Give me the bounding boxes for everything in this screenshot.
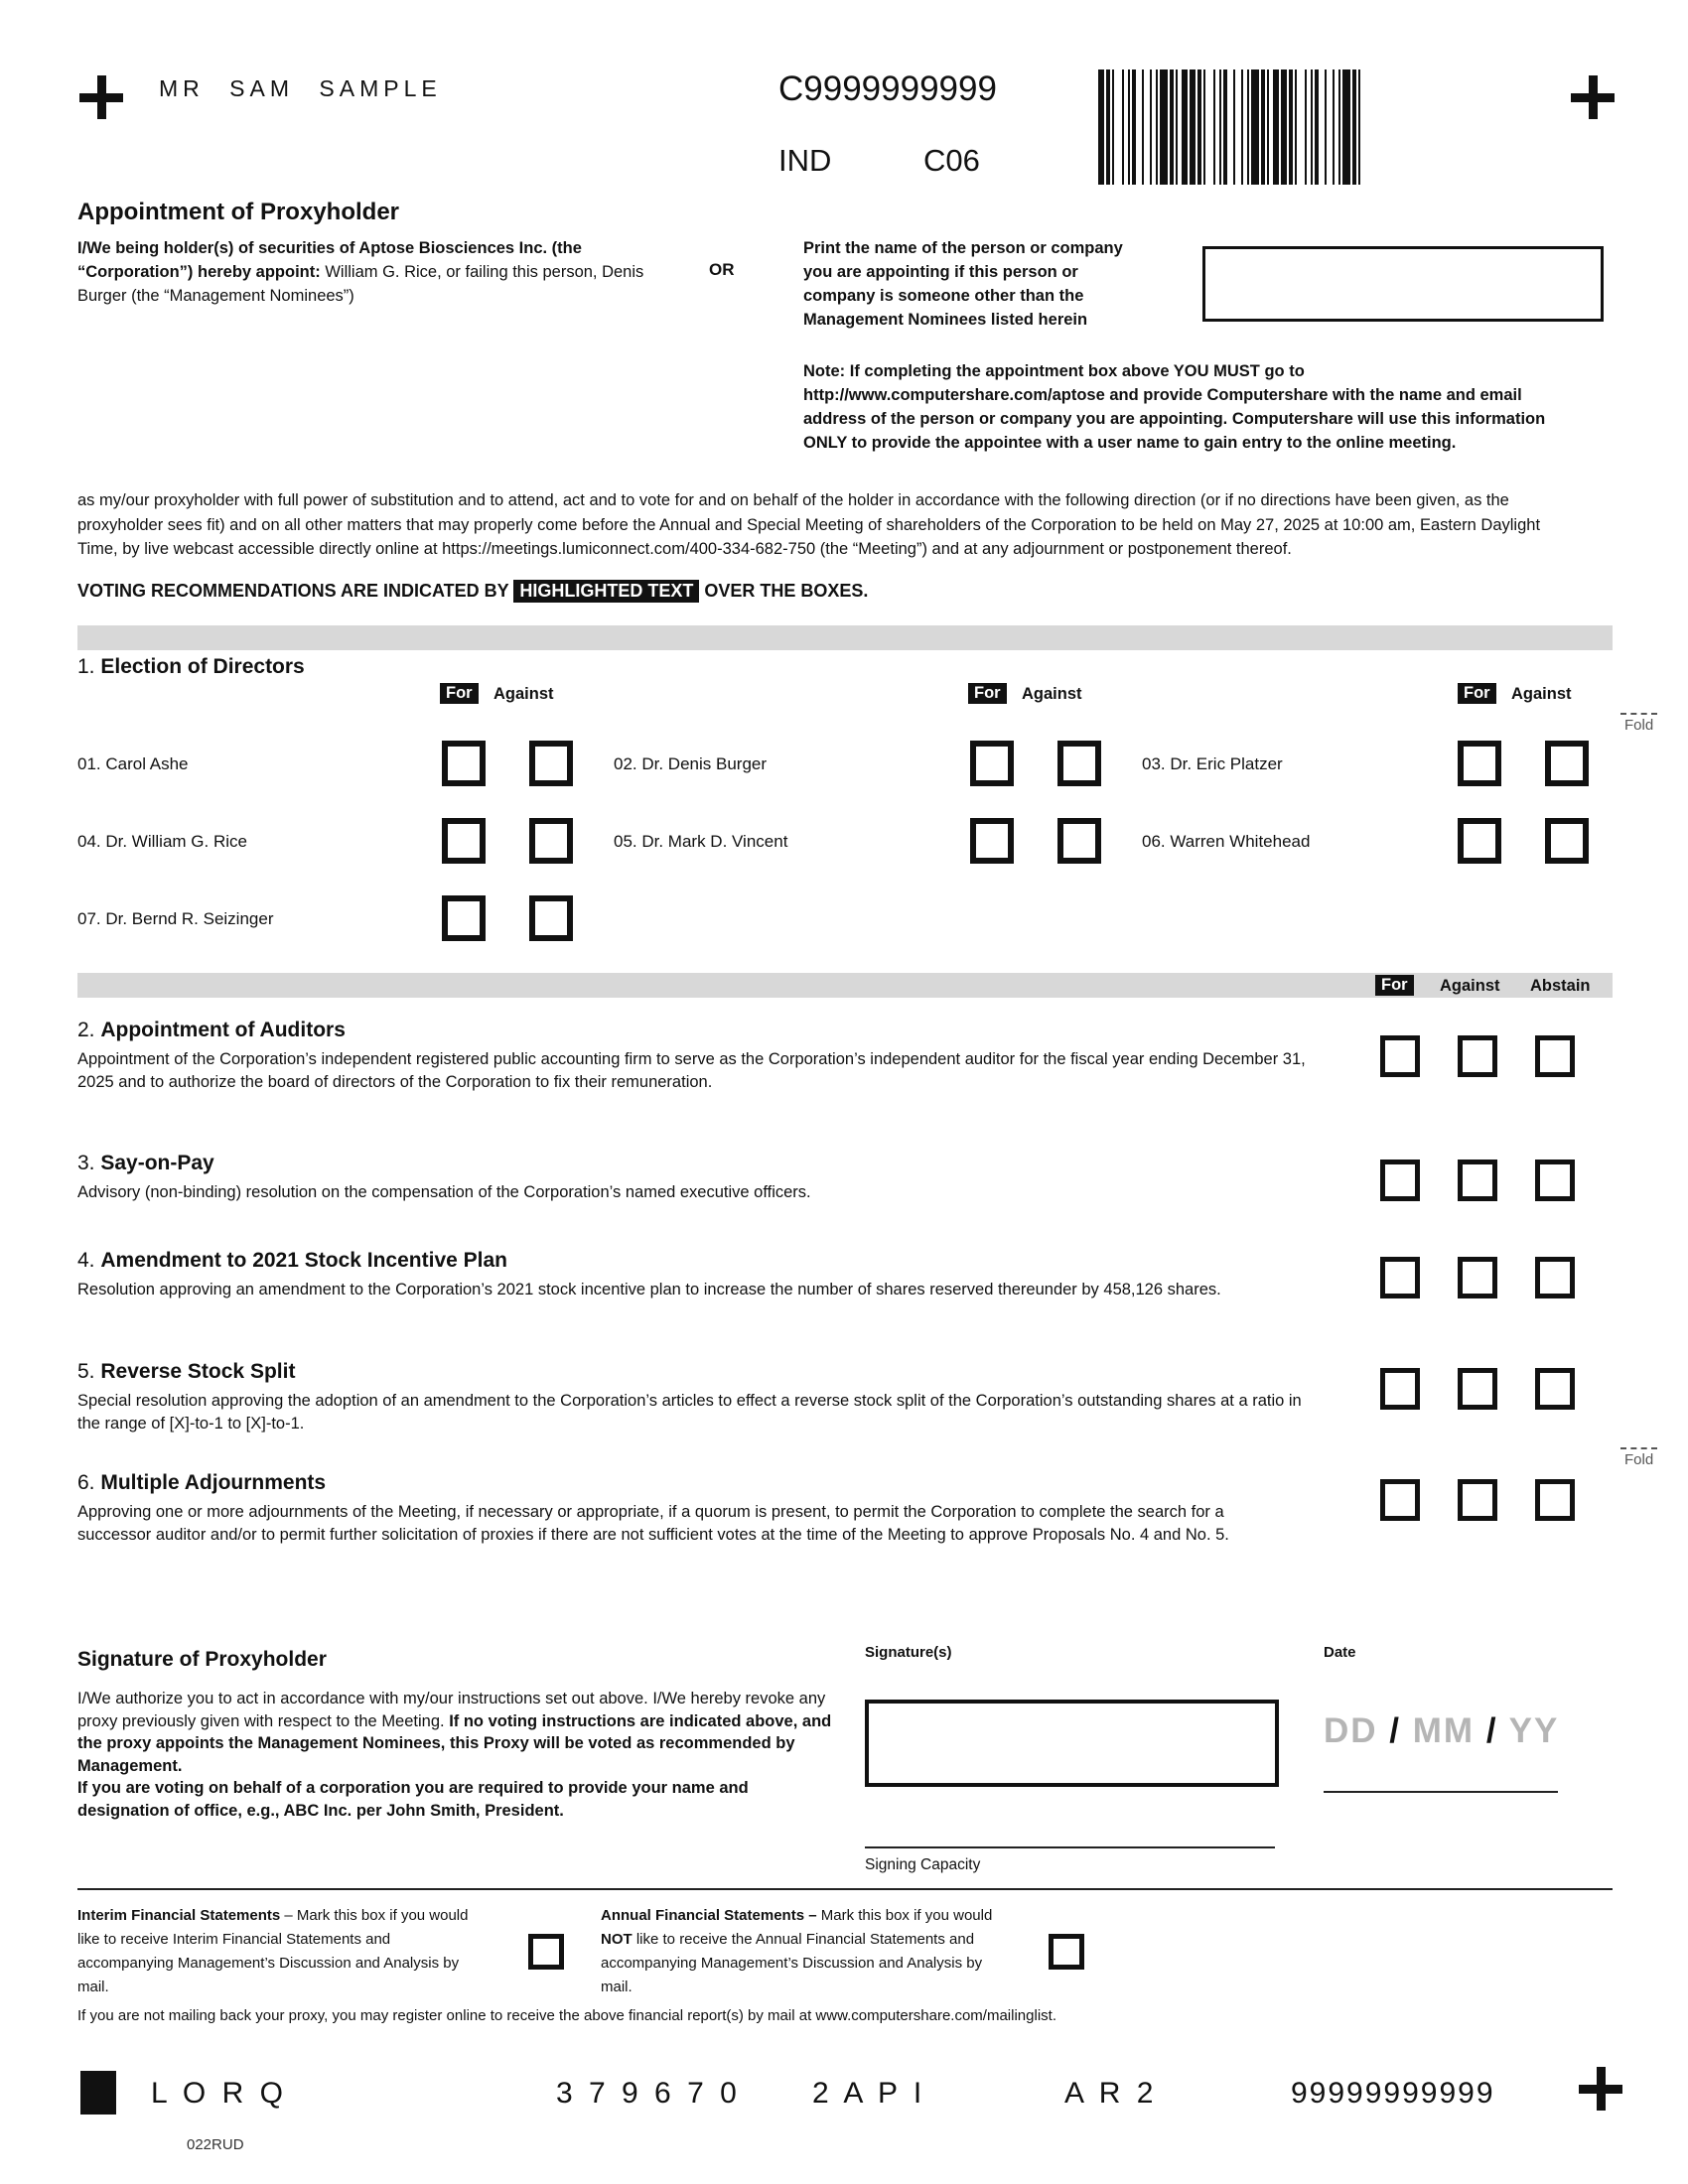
director-name-06: 06. Warren Whitehead <box>1142 832 1311 851</box>
election-number: 1. <box>77 655 95 678</box>
director-name-02: 02. Dr. Denis Burger <box>614 754 768 773</box>
date-mm-placeholder[interactable]: MM <box>1412 1711 1476 1750</box>
election-title: Election of Directors <box>100 655 305 678</box>
proposal-6-title: Multiple Adjournments <box>100 1471 327 1494</box>
for-column-header-3: For <box>1458 683 1496 704</box>
interim-statements-text <box>77 1904 469 1999</box>
signing-capacity-label: Signing Capacity <box>865 1856 981 1873</box>
proposal-3-abstain-checkbox[interactable] <box>1535 1160 1575 1201</box>
director-04-for-checkbox[interactable] <box>442 818 486 864</box>
appointment-intro-regular: William G. Rice, or failing this person, Denis Burger (the “Management Nominees”) <box>77 263 644 305</box>
footer-code-2: 2 A P I <box>812 2077 926 2110</box>
proposal-6-description: Approving one or more adjournments of the Meeting, if necessary or appropriate, if a quorum is present, to permit the Corporation to complete the search for a successor auditor and/or to permit further solicitation of proxies if there are not sufficient votes at the time of the Meeting to approve Proposals No. 4 and No. 5. <box>77 1503 1229 1544</box>
proposal-2-against-checkbox[interactable] <box>1458 1035 1497 1077</box>
date-separator-1: / <box>1389 1711 1402 1750</box>
director-06-against-checkbox[interactable] <box>1545 818 1589 864</box>
date-separator-2: / <box>1485 1711 1498 1750</box>
appointment-intro <box>77 236 653 308</box>
registration-cross-top-right-icon <box>1571 75 1615 119</box>
voting-note-prefix: VOTING RECOMMENDATIONS ARE INDICATED BY <box>77 581 514 601</box>
director-name-03: 03. Dr. Eric Platzer <box>1142 754 1283 773</box>
interim-statements-checkbox[interactable] <box>528 1934 564 1970</box>
form-id: 022RUD <box>187 2136 244 2153</box>
footer-code-4: 99999999999 <box>1291 2077 1495 2110</box>
against-column-header-2: Against <box>1022 685 1082 703</box>
signature-instructions-bold-1: If no voting instructions are indicated above, and the proxy appoints the Management Nominees, this Proxy will be voted as recommended by Management. <box>77 1711 832 1775</box>
director-06-for-checkbox[interactable] <box>1458 818 1501 864</box>
appointment-note: Note: If completing the appointment box above YOU MUST go to http://www.computershare.com/aptose and provide Computershare with the name and email address of the person or company you are appointing. Computershare will use this information ONLY to provide the appointee with a user name to gain entry to the online meeting. <box>803 362 1546 452</box>
annual-statements-text <box>601 1904 1006 1999</box>
director-03-against-checkbox[interactable] <box>1545 741 1589 786</box>
proposal-2-number: 2. <box>77 1019 95 1041</box>
director-01-against-checkbox[interactable] <box>529 741 573 786</box>
voting-note-suffix: OVER THE BOXES. <box>699 581 869 601</box>
proposal-2-abstain-checkbox[interactable] <box>1535 1035 1575 1077</box>
proposal-5-title: Reverse Stock Split <box>100 1360 296 1383</box>
proposals-against-header: Against <box>1440 977 1500 995</box>
barcode-icon <box>1098 69 1510 185</box>
proxy-statement: as my/our proxyholder with full power of substitution and to attend, act and to vote for and on behalf of the holder in accordance with the following direction (or if no directions have been given, as the proxyholder sees fit) and on all other matters that may properly come before the Annual and Special Meeting of shareholders of the Corporation to be held on May 27, 2025 at 10:00 am, Eastern Daylight Time, by live webcast accessible directly online at https://meetings.lumiconnect.com/400-334-682-750 (the “Meeting”) and at any adjournment or postponement thereof. <box>77 491 1541 558</box>
proposal-2-for-checkbox[interactable] <box>1380 1035 1420 1077</box>
footer-sequence-code: L O R Q <box>151 2077 287 2110</box>
annual-statements-lead: Annual Financial Statements – <box>601 1907 817 1924</box>
interim-statements-rest: – Mark this box if you would like to receive Interim Financial Statements and accompanying Management’s Discussion and Analysis by mail. <box>77 1907 469 1995</box>
against-column-header-1: Against <box>493 685 554 703</box>
voting-recommendations-note <box>77 580 868 603</box>
appointee-name-box[interactable] <box>1202 246 1604 322</box>
appointment-section-title: Appointment of Proxyholder <box>77 199 399 225</box>
proposal-3-title: Say-on-Pay <box>100 1152 214 1174</box>
proposal-2-description: Appointment of the Corporation’s independent registered public accounting firm to serve as the Corporation’s independent auditor for the fiscal year ending December 31, 2025 and to authorize the board of directors of the Corporation to fix their remuneration. <box>77 1050 1306 1091</box>
proposal-3-against-checkbox[interactable] <box>1458 1160 1497 1201</box>
proposal-6-for-checkbox[interactable] <box>1380 1479 1420 1521</box>
interim-statements-lead: Interim Financial Statements <box>77 1907 281 1924</box>
signature-box[interactable] <box>865 1700 1279 1787</box>
director-name-07: 07. Dr. Bernd R. Seizinger <box>77 909 274 928</box>
election-section-title <box>77 655 305 679</box>
date-dd-placeholder[interactable]: DD <box>1324 1711 1378 1750</box>
registration-cross-bottom-right-icon <box>1579 2067 1622 2111</box>
date-input-placeholder[interactable] <box>1324 1711 1559 1751</box>
for-column-header-1: For <box>440 683 479 704</box>
director-03-for-checkbox[interactable] <box>1458 741 1501 786</box>
proposal-4-for-checkbox[interactable] <box>1380 1257 1420 1298</box>
proposal-5-number: 5. <box>77 1360 95 1383</box>
annual-statements-checkbox[interactable] <box>1049 1934 1084 1970</box>
signature-instructions-bold-2: If you are voting on behalf of a corporation you are required to provide your name and designation of office, e.g., ABC Inc. per John Smith, President. <box>77 1779 749 1820</box>
annual-statements-rest1: Mark this box if you would <box>816 1907 993 1924</box>
signing-capacity-underline <box>865 1846 1275 1848</box>
director-07-for-checkbox[interactable] <box>442 895 486 941</box>
against-column-header-3: Against <box>1511 685 1572 703</box>
proposal-3-number: 3. <box>77 1152 95 1174</box>
director-name-05: 05. Dr. Mark D. Vincent <box>614 832 788 851</box>
proposal-4-title: Amendment to 2021 Stock Incentive Plan <box>100 1249 507 1272</box>
proposal-5-abstain-checkbox[interactable] <box>1535 1368 1575 1410</box>
financial-section-divider <box>77 1888 1613 1890</box>
proposal-4-description: Resolution approving an amendment to the Corporation’s 2021 stock incentive plan to increase the number of shares reserved thereunder by 458,126 shares. <box>77 1281 1221 1298</box>
proposal-6-abstain-checkbox[interactable] <box>1535 1479 1575 1521</box>
director-04-against-checkbox[interactable] <box>529 818 573 864</box>
addressee-name: MR SAM SAMPLE <box>159 75 442 101</box>
proposal-3-description: Advisory (non-binding) resolution on the compensation of the Corporation’s named executive officers. <box>77 1183 811 1201</box>
form-code: C06 <box>923 143 980 178</box>
fold-marker-1: Fold <box>1620 713 1657 734</box>
annual-statements-rest2: like to receive the Annual Financial Statements and accompanying Management’s Discussion and Analysis by mail. <box>601 1931 983 1995</box>
signature-instructions <box>77 1688 840 1822</box>
date-underline <box>1324 1791 1558 1793</box>
account-type-code: IND <box>778 143 832 178</box>
registration-square-icon <box>80 2071 116 2115</box>
date-yy-placeholder[interactable]: YY <box>1508 1711 1560 1750</box>
footer-code-1: 3 7 9 6 7 0 <box>556 2077 741 2110</box>
voting-note-highlight: HIGHLIGHTED TEXT <box>513 580 699 603</box>
proposal-3-for-checkbox[interactable] <box>1380 1160 1420 1201</box>
for-column-header-2: For <box>968 683 1007 704</box>
signatures-label: Signature(s) <box>865 1644 952 1661</box>
director-01-for-checkbox[interactable] <box>442 741 486 786</box>
director-name-01: 01. Carol Ashe <box>77 754 189 773</box>
mailing-list-footnote: If you are not mailing back your proxy, you may register online to receive the above financial report(s) by mail at www.computershare.com/mailinglist. <box>77 2007 1056 2024</box>
proposals-abstain-header: Abstain <box>1530 977 1591 995</box>
control-number: C9999999999 <box>778 69 997 108</box>
section-divider-bar-1 <box>77 625 1613 650</box>
proposal-6-number: 6. <box>77 1471 95 1494</box>
proposals-for-header: For <box>1375 975 1414 996</box>
director-name-04: 04. Dr. William G. Rice <box>77 832 247 851</box>
proposal-4-number: 4. <box>77 1249 95 1272</box>
or-label: OR <box>709 260 735 279</box>
director-07-against-checkbox[interactable] <box>529 895 573 941</box>
proposal-6-against-checkbox[interactable] <box>1458 1479 1497 1521</box>
director-05-against-checkbox[interactable] <box>1057 818 1101 864</box>
fold-marker-2: Fold <box>1620 1447 1657 1468</box>
signature-section-title: Signature of Proxyholder <box>77 1648 327 1671</box>
proposal-5-for-checkbox[interactable] <box>1380 1368 1420 1410</box>
footer-code-3: A R 2 <box>1064 2077 1158 2110</box>
proposal-4-abstain-checkbox[interactable] <box>1535 1257 1575 1298</box>
director-05-for-checkbox[interactable] <box>970 818 1014 864</box>
annual-statements-not: NOT <box>601 1931 633 1948</box>
registration-cross-top-left-icon <box>79 75 123 119</box>
appointment-intro-bold: I/We being holder(s) of securities of Aptose Biosciences Inc. (the “Corporation”) hereby appoint: <box>77 239 582 281</box>
director-02-for-checkbox[interactable] <box>970 741 1014 786</box>
proposal-2-title: Appointment of Auditors <box>100 1019 346 1041</box>
print-name-instruction: Print the name of the person or company you are appointing if this person or company is someone other than the Management Nominees listed herein <box>803 239 1123 329</box>
proposal-5-against-checkbox[interactable] <box>1458 1368 1497 1410</box>
signature-instructions-regular: I/We authorize you to act in accordance with my/our instructions set out above. I/We hereby revoke any proxy previously given with respect to the Meeting. <box>77 1690 826 1730</box>
director-02-against-checkbox[interactable] <box>1057 741 1101 786</box>
proposal-4-against-checkbox[interactable] <box>1458 1257 1497 1298</box>
date-label: Date <box>1324 1644 1356 1661</box>
proposal-5-description: Special resolution approving the adoption of an amendment to the Corporation’s articles to effect a reverse stock split of the Corporation’s outstanding shares at a ratio in the range of [X]-to-1 to [X]-to-1. <box>77 1392 1302 1433</box>
